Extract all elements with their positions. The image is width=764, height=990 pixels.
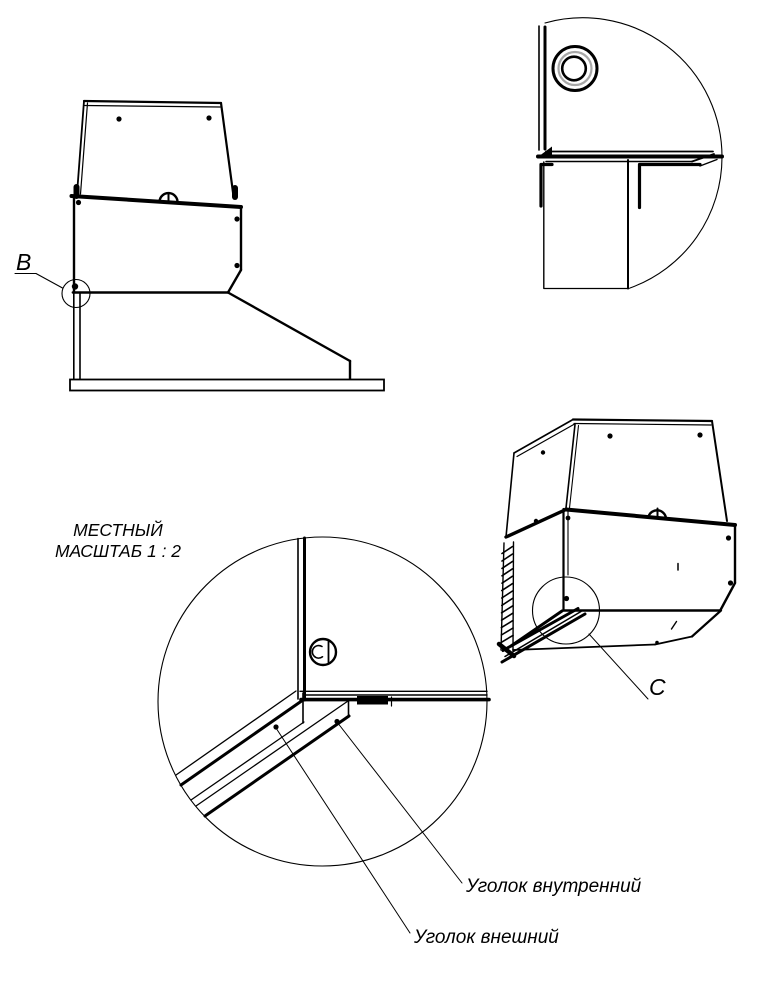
louver-strip (499, 542, 514, 656)
local-detail-view (158, 537, 489, 933)
screw-dot (234, 216, 239, 221)
screw-dot (234, 263, 239, 268)
leader-line-c (589, 634, 648, 699)
grommet-icon (553, 47, 597, 91)
flange-edges (300, 691, 489, 706)
leader-line-outer-angle (276, 728, 410, 933)
detail-b-label: B (16, 249, 32, 275)
detail-c-label: C (649, 674, 666, 700)
angle-bar-rails (176, 691, 349, 816)
leader-line-b (36, 274, 63, 289)
detail-b-view (537, 18, 723, 289)
leader-line-inner-angle (337, 722, 462, 883)
screw-dot (728, 580, 733, 585)
detail-b-marker (15, 274, 90, 308)
lower-panel-edges (544, 160, 629, 289)
iso-middle-band (506, 509, 735, 611)
screw-dot (607, 433, 612, 438)
scale-note-line1: МЕСТНЫЙ (73, 520, 163, 540)
side-view-top-cap (77, 101, 236, 197)
screw-dot (566, 516, 571, 521)
iso-bottom-face (513, 611, 721, 651)
bracket-bar (357, 696, 388, 705)
scale-note-line2: МАСШТАБ 1 : 2 (54, 541, 182, 561)
isometric-view (499, 420, 735, 700)
screw-side-icon (310, 639, 336, 665)
local-scale-note (55, 519, 181, 561)
screw-dot (655, 641, 659, 645)
screw-dot (72, 283, 78, 289)
hole-dot (334, 719, 339, 724)
screw-dot (697, 432, 702, 437)
hook-bracket-left (541, 165, 552, 207)
screw-dot (116, 116, 121, 121)
inner-angle-callout: Уголок внутренний (466, 876, 642, 897)
screw-dot (534, 519, 538, 523)
detail-boundary-circle (158, 537, 487, 866)
screw-dot (564, 596, 569, 601)
screw-dot (76, 200, 81, 205)
detail-boundary-arc (545, 18, 722, 288)
screw-dot (541, 450, 545, 454)
screw-dot (726, 535, 731, 540)
outer-angle-callout: Уголок внешний (414, 927, 559, 948)
side-view-base (70, 293, 384, 391)
hook-bracket-middle (640, 165, 701, 208)
detail-c-marker (533, 577, 649, 699)
screw-dot (206, 115, 211, 120)
side-view (15, 101, 384, 391)
side-view-middle-panel (72, 193, 242, 293)
